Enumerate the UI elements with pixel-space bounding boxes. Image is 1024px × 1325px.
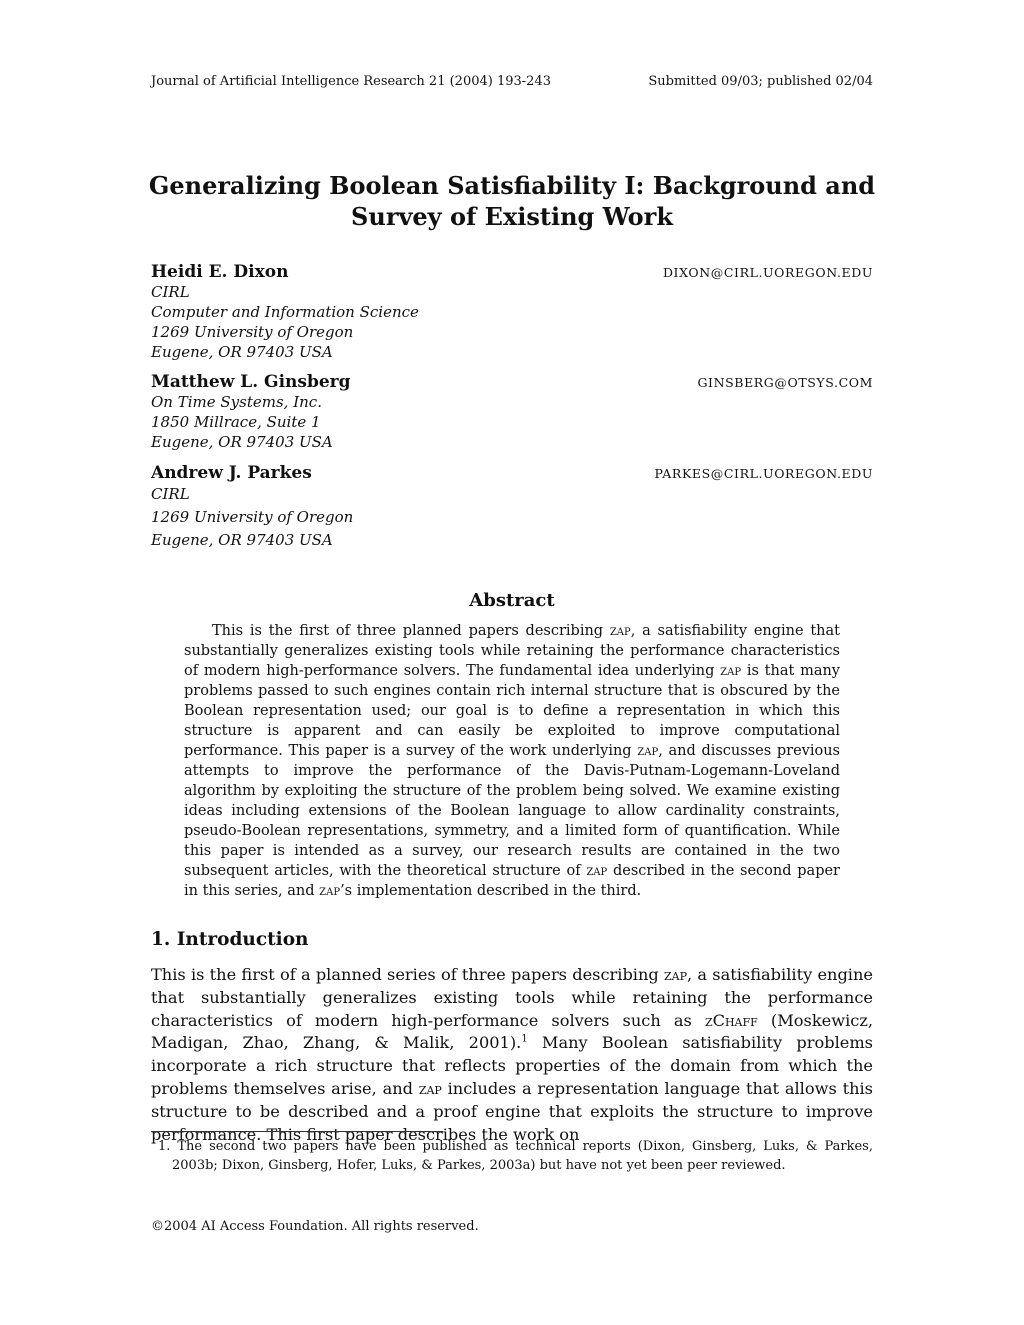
footnote-mark[interactable]: 1 <box>521 1034 528 1045</box>
affiliation-line: CIRL <box>151 485 190 503</box>
title-line: Survey of Existing Work <box>351 202 673 231</box>
running-header <box>151 74 873 89</box>
abstract-fragment: described in the second paper in this series, and <box>184 863 840 899</box>
zap-name: zap <box>609 623 631 639</box>
intro-fragment: (Moskewicz, Madigan, Zhao, Zhang, & Malik, 2001). <box>151 1010 873 1053</box>
copyright-notice: ©2004 AI Access Foundation. All rights reserved. <box>151 1219 479 1234</box>
zap-name: zap <box>319 883 341 899</box>
abstract-fragment: , and discusses previous attempts to improve the performance of the Davis-Putnam-Logemann-Loveland algorithm by exploiting the structure of the problem being solved. We examine existing ideas including extensions of the Boolean language to allow cardinality constraints, pseudo-Boolean representations, symmetry, and a limited form of quantification. While this paper is intended as a survey, our research results are contained in the two subsequent articles, with the theoretical structure of <box>184 743 840 879</box>
footnote: 1. The second two papers have been published as technical reports (Dixon, Ginsberg, Luks, & Parkes, 2003b; Dixon, Ginsberg, Hofer, Luks, & Parkes, 2003a) but have not yet been peer reviewed. <box>158 1139 873 1173</box>
affiliation-line: 1850 Millrace, Suite 1 <box>151 413 321 431</box>
title-line: Generalizing Boolean Satisfiability I: Background and <box>148 171 876 200</box>
affiliation-line: 1269 University of Oregon <box>151 323 354 341</box>
author-name: Andrew J. Parkes <box>151 463 312 483</box>
abstract-fragment: , a satisfiability engine that substantially generalizes existing tools while retaining the performance characteristics of modern high-performance solvers. The fundamental idea underlying <box>184 623 840 679</box>
zchaff-name: zChaff <box>704 1010 758 1030</box>
affiliation-line: Eugene, OR 97403 USA <box>151 343 333 361</box>
affiliation-line: Computer and Information Science <box>151 303 419 321</box>
author-email[interactable]: DIXON@CIRL.UOREGON.EDU <box>662 265 873 280</box>
author-block <box>151 262 873 362</box>
paper-title <box>120 170 904 232</box>
intro-fragment: Many Boolean satisfiability problems incorporate a rich structure that reflects properties of the domain from which the problems themselves arise, and <box>151 1033 873 1098</box>
affiliation-line: Eugene, OR 97403 USA <box>151 531 333 549</box>
author-name: Matthew L. Ginsberg <box>151 372 351 392</box>
abstract-fragment: ’s implementation described in the third. <box>340 883 642 899</box>
section-heading: 1. Introduction <box>151 929 309 950</box>
journal-citation: Journal of Artificial Intelligence Research 21 (2004) 193-243 <box>151 74 551 89</box>
affiliation-line: On Time Systems, Inc. <box>151 393 322 411</box>
author-block <box>151 372 873 452</box>
author-name: Heidi E. Dixon <box>151 262 289 282</box>
author-email[interactable]: GINSBERG@OTSYS.COM <box>697 375 873 390</box>
affiliation-line: Eugene, OR 97403 USA <box>151 433 333 451</box>
zap-name: zap <box>637 743 659 759</box>
abstract-text <box>184 621 840 901</box>
abstract-fragment: This is the first of three planned papers describing <box>212 623 610 639</box>
author-block <box>151 463 873 552</box>
zap-name: zap <box>664 965 688 984</box>
intro-fragment: This is the first of a planned series of three papers describing <box>151 965 665 984</box>
submission-dates: Submitted 09/03; published 02/04 <box>648 74 873 89</box>
zap-name: zap <box>586 863 608 879</box>
footnote-divider <box>151 1131 443 1132</box>
zap-name: zap <box>418 1078 442 1098</box>
intro-fragment: , a satisfiability engine that substantially generalizes existing tools while retaining the performance characteristics of modern high-performance solvers such as <box>151 965 873 1030</box>
introduction-text <box>151 964 873 1146</box>
author-email[interactable]: PARKES@CIRL.UOREGON.EDU <box>654 466 873 481</box>
zap-name: zap <box>720 663 742 679</box>
intro-fragment: includes a representation language that allows this structure to be described and a proof engine that exploits the structure to improve performance. This first paper describes the work on <box>151 1078 873 1144</box>
abstract-heading: Abstract <box>469 590 555 611</box>
affiliation-line: CIRL <box>151 283 190 301</box>
affiliation-line: 1269 University of Oregon <box>151 508 354 526</box>
abstract-fragment: is that many problems passed to such engines contain rich internal structure that is obscured by the Boolean representation used; our goal is to define a representation in which this structure is apparent and can easily be exploited to improve computational performance. This paper is a survey of the work underlying <box>184 663 841 759</box>
